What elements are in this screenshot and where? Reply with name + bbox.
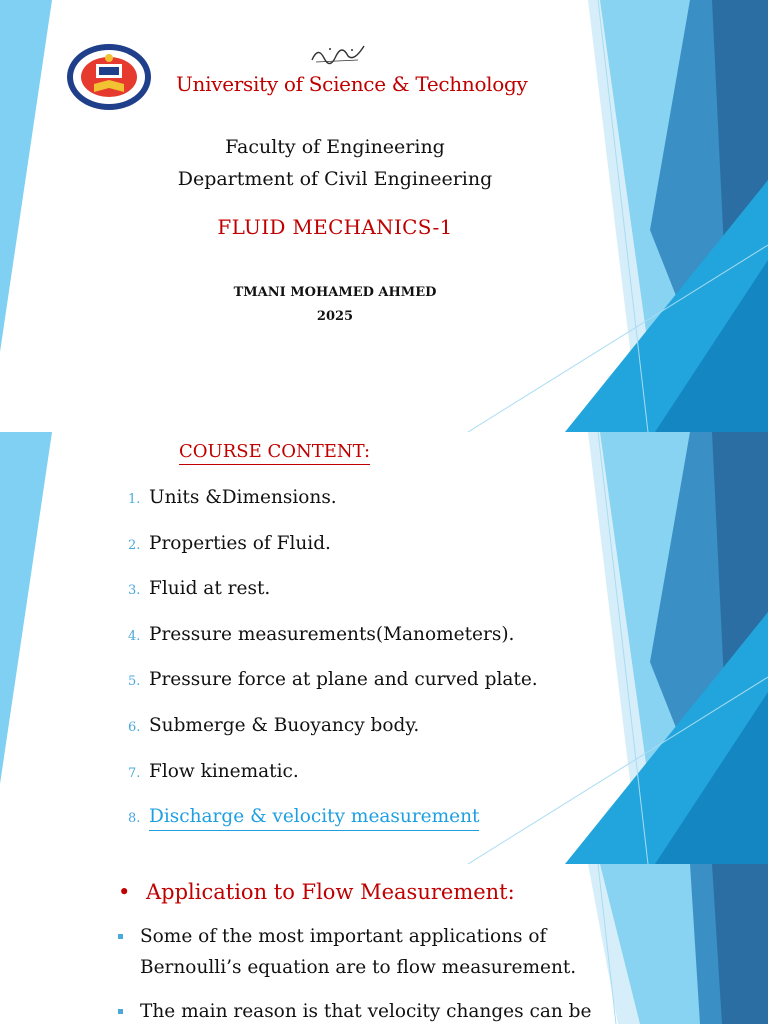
course-content-title: COURSE CONTENT: [179,441,370,465]
bullet-item: The main reason is that velocity changes can be [118,996,591,1027]
list-item-link[interactable]: 8. Discharge & velocity measurement [128,806,538,852]
course-title: FLUID MECHANICS-1 [217,215,453,239]
square-bullet-icon [118,1009,123,1014]
university-name: University of Science & Technology [176,72,528,96]
discharge-velocity-link: Discharge & velocity measurement [149,806,479,831]
application-heading: • Application to Flow Measurement: [118,880,515,904]
list-item: 3. Fluid at rest. [128,578,271,600]
author-name: TMANI MOHAMED AHMED [233,285,437,300]
list-item: 6. Submerge & Buoyancy body. [128,714,420,736]
faculty-name: Faculty of Engineering [225,136,445,158]
basmala-calligraphy [308,40,368,66]
year: 2025 [316,309,354,324]
list-item: 1. Units &Dimensions. [128,487,337,508]
list-item: 7. Flow kinematic. [128,760,299,782]
bullet-icon: • [118,880,131,904]
title-slide [0,0,768,432]
list-item: 2. Properties of Fluid. [128,532,331,554]
course-content-list [128,487,538,852]
university-logo [66,42,152,112]
bullet-item: Some of the most important applications of Bernoulli’s equation are to flow measurement. [118,921,576,983]
square-bullet-icon [118,934,123,939]
department-name: Department of Civil Engineering [177,168,493,190]
list-item: 4. Pressure measurements(Manometers). [128,623,515,645]
list-item: 5. Pressure force at plane and curved plate. [128,669,538,691]
